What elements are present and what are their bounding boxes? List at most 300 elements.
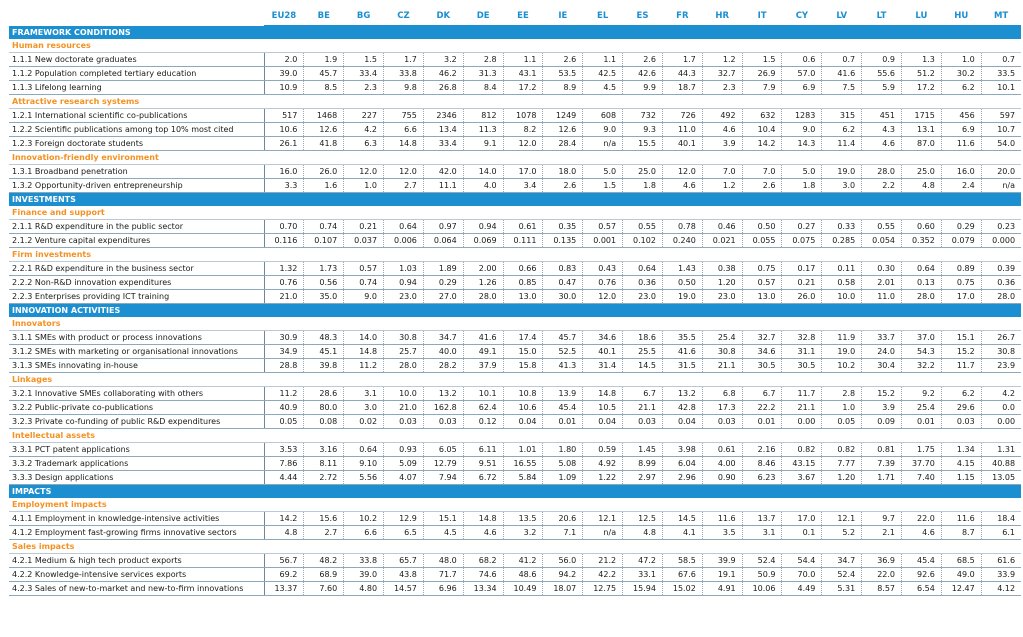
- value-cell: 30.8: [702, 345, 742, 359]
- value-cell: 44.3: [662, 67, 702, 81]
- value-cell: 0.39: [981, 262, 1021, 276]
- value-cell: 18.6: [623, 331, 663, 345]
- value-cell: 19.0: [822, 345, 862, 359]
- country-header: DE: [463, 7, 503, 26]
- value-cell: 1.5: [742, 53, 782, 67]
- value-cell: 0.50: [742, 220, 782, 234]
- value-cell: 31.1: [782, 345, 822, 359]
- value-cell: 11.6: [941, 137, 981, 151]
- value-cell: 0.03: [941, 415, 981, 429]
- value-cell: 9.2: [902, 387, 942, 401]
- value-cell: 12.1: [583, 512, 623, 526]
- value-cell: 6.7: [742, 387, 782, 401]
- value-cell: 68.2: [463, 554, 503, 568]
- value-cell: 1.75: [902, 443, 942, 457]
- value-cell: 94.2: [543, 568, 583, 582]
- country-header: IE: [543, 7, 583, 26]
- indicator-label: 3.2.2 Public-private co-publications: [9, 401, 264, 415]
- value-cell: 4.3: [862, 123, 902, 137]
- value-cell: 1.7: [384, 53, 424, 67]
- value-cell: 0.61: [702, 443, 742, 457]
- value-cell: 1.71: [862, 471, 902, 485]
- value-cell: 1.6: [304, 179, 344, 193]
- value-cell: 0.74: [304, 220, 344, 234]
- value-cell: 8.11: [304, 457, 344, 471]
- group-header-row: [9, 317, 1021, 331]
- value-cell: 0.054: [862, 234, 902, 248]
- value-cell: 812: [463, 109, 503, 123]
- value-cell: 0.29: [423, 276, 463, 290]
- value-cell: 6.1: [981, 526, 1021, 540]
- value-cell: 5.84: [503, 471, 543, 485]
- value-cell: 55.6: [862, 67, 902, 81]
- value-cell: 2.0: [264, 53, 304, 67]
- value-cell: 11.2: [344, 359, 384, 373]
- value-cell: 0.35: [543, 220, 583, 234]
- value-cell: 17.0: [941, 290, 981, 304]
- value-cell: 24.0: [862, 345, 902, 359]
- value-cell: 0.04: [583, 415, 623, 429]
- indicator-label: 2.2.1 R&D expenditure in the business sector: [9, 262, 264, 276]
- value-cell: 14.3: [782, 137, 822, 151]
- value-cell: 1.01: [503, 443, 543, 457]
- value-cell: 0.57: [583, 220, 623, 234]
- value-cell: 11.6: [941, 512, 981, 526]
- value-cell: 1.20: [702, 276, 742, 290]
- value-cell: 49.1: [463, 345, 503, 359]
- value-cell: 0.64: [623, 262, 663, 276]
- value-cell: 21.0: [384, 401, 424, 415]
- value-cell: 45.1: [304, 345, 344, 359]
- value-cell: 492: [702, 109, 742, 123]
- value-cell: 0.74: [344, 276, 384, 290]
- value-cell: 11.3: [463, 123, 503, 137]
- value-cell: 23.0: [702, 290, 742, 304]
- value-cell: 11.7: [782, 387, 822, 401]
- indicator-label: 4.2.2 Knowledge-intensive services exports: [9, 568, 264, 582]
- value-cell: 1.22: [583, 471, 623, 485]
- value-cell: 28.0: [862, 165, 902, 179]
- value-cell: 20.6: [543, 512, 583, 526]
- value-cell: 13.2: [662, 387, 702, 401]
- value-cell: 17.4: [503, 331, 543, 345]
- value-cell: 5.0: [583, 165, 623, 179]
- value-cell: 10.6: [264, 123, 304, 137]
- value-cell: 30.5: [782, 359, 822, 373]
- value-cell: 39.9: [702, 554, 742, 568]
- value-cell: 11.0: [862, 290, 902, 304]
- value-cell: 0.055: [742, 234, 782, 248]
- country-header: EE: [503, 7, 543, 26]
- value-cell: 0.11: [822, 262, 862, 276]
- value-cell: 13.05: [981, 471, 1021, 485]
- value-cell: 35.5: [662, 331, 702, 345]
- value-cell: 732: [623, 109, 663, 123]
- value-cell: 40.88: [981, 457, 1021, 471]
- value-cell: 1.1: [503, 53, 543, 67]
- group-header-row: [9, 540, 1021, 554]
- value-cell: 33.8: [384, 67, 424, 81]
- value-cell: 1.31: [981, 443, 1021, 457]
- value-cell: 35.0: [304, 290, 344, 304]
- value-cell: 67.6: [662, 568, 702, 582]
- value-cell: 14.8: [583, 387, 623, 401]
- value-cell: 10.6: [503, 401, 543, 415]
- value-cell: 0.83: [543, 262, 583, 276]
- value-cell: 451: [862, 109, 902, 123]
- value-cell: 1468: [304, 109, 344, 123]
- value-cell: 14.0: [344, 331, 384, 345]
- value-cell: 7.86: [264, 457, 304, 471]
- value-cell: 5.08: [543, 457, 583, 471]
- country-header: EU28: [264, 7, 304, 26]
- value-cell: 19.1: [702, 568, 742, 582]
- country-header: IT: [742, 7, 782, 26]
- value-cell: 57.0: [782, 67, 822, 81]
- value-cell: 1.0: [941, 53, 981, 67]
- value-cell: 34.7: [423, 331, 463, 345]
- indicator-row: [9, 179, 1021, 193]
- value-cell: 21.1: [782, 401, 822, 415]
- value-cell: 0.04: [503, 415, 543, 429]
- value-cell: 15.6: [304, 512, 344, 526]
- value-cell: 6.96: [423, 582, 463, 596]
- country-header: FR: [662, 7, 702, 26]
- value-cell: 65.7: [384, 554, 424, 568]
- value-cell: 0.000: [981, 234, 1021, 248]
- country-header: CY: [782, 7, 822, 26]
- value-cell: 0.285: [822, 234, 862, 248]
- value-cell: 40.9: [264, 401, 304, 415]
- indicator-label: 4.1.2 Employment fast-growing firms innovative sectors: [9, 526, 264, 540]
- section-header-row: [9, 485, 1021, 499]
- value-cell: 0.75: [742, 262, 782, 276]
- indicator-row: [9, 568, 1021, 582]
- value-cell: 1.8: [623, 179, 663, 193]
- indicator-label: 3.3.1 PCT patent applications: [9, 443, 264, 457]
- value-cell: 14.2: [264, 512, 304, 526]
- value-cell: 37.9: [463, 359, 503, 373]
- country-header: LT: [862, 7, 902, 26]
- value-cell: 8.7: [941, 526, 981, 540]
- value-cell: 0.56: [304, 276, 344, 290]
- value-cell: 3.5: [702, 526, 742, 540]
- indicator-row: [9, 53, 1021, 67]
- value-cell: 37.70: [902, 457, 942, 471]
- value-cell: 28.2: [423, 359, 463, 373]
- value-cell: 32.7: [702, 67, 742, 81]
- value-cell: 32.7: [742, 331, 782, 345]
- value-cell: 41.6: [463, 331, 503, 345]
- value-cell: 4.6: [702, 123, 742, 137]
- value-cell: 632: [742, 109, 782, 123]
- indicator-row: [9, 137, 1021, 151]
- indicator-row: [9, 109, 1021, 123]
- value-cell: 4.5: [583, 81, 623, 95]
- value-cell: 0.82: [782, 443, 822, 457]
- section-title: FRAMEWORK CONDITIONS: [9, 26, 1021, 40]
- indicator-label: 3.3.3 Design applications: [9, 471, 264, 485]
- value-cell: 608: [583, 109, 623, 123]
- value-cell: 31.5: [662, 359, 702, 373]
- value-cell: 28.0: [463, 290, 503, 304]
- value-cell: 12.9: [384, 512, 424, 526]
- value-cell: 1.3: [902, 53, 942, 67]
- value-cell: 15.02: [662, 582, 702, 596]
- value-cell: 4.91: [702, 582, 742, 596]
- value-cell: 50.9: [742, 568, 782, 582]
- value-cell: 0.47: [543, 276, 583, 290]
- value-cell: 30.2: [941, 67, 981, 81]
- value-cell: 4.8: [902, 179, 942, 193]
- value-cell: 41.6: [662, 345, 702, 359]
- value-cell: 21.0: [264, 290, 304, 304]
- value-cell: 41.6: [822, 67, 862, 81]
- value-cell: 27.0: [423, 290, 463, 304]
- value-cell: 6.2: [941, 81, 981, 95]
- value-cell: 10.2: [344, 512, 384, 526]
- value-cell: 21.1: [623, 401, 663, 415]
- value-cell: 53.5: [543, 67, 583, 81]
- value-cell: 10.0: [822, 290, 862, 304]
- value-cell: 18.4: [981, 512, 1021, 526]
- value-cell: 3.9: [862, 401, 902, 415]
- value-cell: 10.49: [503, 582, 543, 596]
- value-cell: 14.0: [463, 165, 503, 179]
- indicator-row: [9, 123, 1021, 137]
- value-cell: 0.85: [503, 276, 543, 290]
- value-cell: 39.0: [344, 568, 384, 582]
- value-cell: 9.10: [344, 457, 384, 471]
- indicator-row: [9, 401, 1021, 415]
- value-cell: 22.2: [742, 401, 782, 415]
- indicator-label: 2.1.2 Venture capital expenditures: [9, 234, 264, 248]
- value-cell: 15.8: [503, 359, 543, 373]
- value-cell: 10.9: [264, 81, 304, 95]
- value-cell: 87.0: [902, 137, 942, 151]
- value-cell: 5.56: [344, 471, 384, 485]
- value-cell: 29.6: [941, 401, 981, 415]
- value-cell: 0.61: [503, 220, 543, 234]
- value-cell: 0.36: [623, 276, 663, 290]
- value-cell: 2.4: [941, 179, 981, 193]
- group-title: Innovation-friendly environment: [9, 151, 1021, 165]
- value-cell: 34.6: [583, 331, 623, 345]
- value-cell: 7.9: [742, 81, 782, 95]
- value-cell: 33.9: [981, 568, 1021, 582]
- value-cell: 0.7: [981, 53, 1021, 67]
- value-cell: 0.08: [304, 415, 344, 429]
- value-cell: 10.4: [742, 123, 782, 137]
- value-cell: n/a: [583, 137, 623, 151]
- indicator-row: [9, 345, 1021, 359]
- value-cell: 13.2: [423, 387, 463, 401]
- value-cell: 1715: [902, 109, 942, 123]
- value-cell: n/a: [981, 179, 1021, 193]
- group-title: Linkages: [9, 373, 1021, 387]
- value-cell: 30.8: [981, 345, 1021, 359]
- country-header: DK: [423, 7, 463, 26]
- value-cell: 33.4: [344, 67, 384, 81]
- value-cell: 0.069: [463, 234, 503, 248]
- value-cell: 15.1: [423, 512, 463, 526]
- value-cell: 0.29: [941, 220, 981, 234]
- value-cell: 0.38: [702, 262, 742, 276]
- value-cell: 7.39: [862, 457, 902, 471]
- value-cell: 1.2: [702, 179, 742, 193]
- indicator-label: 3.2.3 Private co-funding of public R&D expenditures: [9, 415, 264, 429]
- value-cell: 25.4: [902, 401, 942, 415]
- value-cell: 92.6: [902, 568, 942, 582]
- value-cell: 0.00: [981, 415, 1021, 429]
- value-cell: 0.037: [344, 234, 384, 248]
- value-cell: 0.102: [623, 234, 663, 248]
- value-cell: 23.0: [384, 290, 424, 304]
- value-cell: 14.2: [742, 137, 782, 151]
- indicator-label: 2.2.2 Non-R&D innovation expenditures: [9, 276, 264, 290]
- indicator-label: 1.1.1 New doctorate graduates: [9, 53, 264, 67]
- indicator-label: 2.1.1 R&D expenditure in the public sector: [9, 220, 264, 234]
- value-cell: 9.51: [463, 457, 503, 471]
- value-cell: 0.64: [344, 443, 384, 457]
- value-cell: 0.46: [702, 220, 742, 234]
- value-cell: 22.0: [862, 568, 902, 582]
- value-cell: 26.0: [304, 165, 344, 179]
- value-cell: 12.75: [583, 582, 623, 596]
- value-cell: 6.8: [702, 387, 742, 401]
- value-cell: 6.11: [463, 443, 503, 457]
- value-cell: 6.7: [623, 387, 663, 401]
- value-cell: 13.5: [503, 512, 543, 526]
- value-cell: 0.6: [782, 53, 822, 67]
- value-cell: 70.0: [782, 568, 822, 582]
- value-cell: 1078: [503, 109, 543, 123]
- value-cell: 11.1: [423, 179, 463, 193]
- value-cell: 2.01: [862, 276, 902, 290]
- value-cell: 2346: [423, 109, 463, 123]
- value-cell: 8.2: [503, 123, 543, 137]
- value-cell: 34.7: [822, 554, 862, 568]
- value-cell: 74.6: [463, 568, 503, 582]
- value-cell: 10.1: [463, 387, 503, 401]
- value-cell: 25.7: [384, 345, 424, 359]
- value-cell: 6.5: [384, 526, 424, 540]
- value-cell: 6.9: [941, 123, 981, 137]
- country-header: EL: [583, 7, 623, 26]
- country-header: HU: [941, 7, 981, 26]
- section-header-row: [9, 193, 1021, 207]
- value-cell: 3.4: [503, 179, 543, 193]
- value-cell: 40.0: [423, 345, 463, 359]
- value-cell: 3.1: [742, 526, 782, 540]
- value-cell: 0.7: [822, 53, 862, 67]
- value-cell: 9.3: [623, 123, 663, 137]
- value-cell: 16.55: [503, 457, 543, 471]
- value-cell: 11.0: [662, 123, 702, 137]
- value-cell: 6.2: [941, 387, 981, 401]
- value-cell: n/a: [583, 526, 623, 540]
- value-cell: 1.09: [543, 471, 583, 485]
- value-cell: 0.01: [742, 415, 782, 429]
- value-cell: 54.3: [902, 345, 942, 359]
- value-cell: 10.2: [822, 359, 862, 373]
- value-cell: 0.64: [902, 262, 942, 276]
- value-cell: 0.23: [981, 220, 1021, 234]
- value-cell: 0.58: [822, 276, 862, 290]
- value-cell: 517: [264, 109, 304, 123]
- value-cell: 0.064: [423, 234, 463, 248]
- value-cell: 18.07: [543, 582, 583, 596]
- value-cell: 42.6: [623, 67, 663, 81]
- value-cell: 3.3: [264, 179, 304, 193]
- value-cell: 17.3: [702, 401, 742, 415]
- value-cell: 13.34: [463, 582, 503, 596]
- value-cell: 36.9: [862, 554, 902, 568]
- value-cell: 14.57: [384, 582, 424, 596]
- value-cell: 18.0: [543, 165, 583, 179]
- value-cell: 0.9: [862, 53, 902, 67]
- value-cell: 52.4: [822, 568, 862, 582]
- value-cell: 46.2: [423, 67, 463, 81]
- indicator-label: 3.1.1 SMEs with product or process innovations: [9, 331, 264, 345]
- group-header-row: [9, 95, 1021, 109]
- value-cell: 0.81: [862, 443, 902, 457]
- value-cell: 4.6: [463, 526, 503, 540]
- indicator-row: [9, 262, 1021, 276]
- value-cell: 26.7: [981, 331, 1021, 345]
- value-cell: 0.76: [583, 276, 623, 290]
- value-cell: 28.4: [543, 137, 583, 151]
- value-cell: 25.5: [623, 345, 663, 359]
- value-cell: 0.1: [782, 526, 822, 540]
- indicator-label: 2.2.3 Enterprises providing ICT training: [9, 290, 264, 304]
- group-title: Innovators: [9, 317, 1021, 331]
- value-cell: 17.2: [902, 81, 942, 95]
- value-cell: 0.75: [941, 276, 981, 290]
- value-cell: 15.94: [623, 582, 663, 596]
- indicator-label: 3.1.3 SMEs innovating in-house: [9, 359, 264, 373]
- value-cell: 25.0: [902, 165, 942, 179]
- value-cell: 0.00: [782, 415, 822, 429]
- value-cell: 0.05: [822, 415, 862, 429]
- value-cell: 0.03: [423, 415, 463, 429]
- value-cell: 1.15: [941, 471, 981, 485]
- value-cell: 5.2: [822, 526, 862, 540]
- value-cell: 0.107: [304, 234, 344, 248]
- value-cell: 18.7: [662, 81, 702, 95]
- value-cell: 10.7: [981, 123, 1021, 137]
- value-cell: 42.5: [583, 67, 623, 81]
- value-cell: 0.57: [344, 262, 384, 276]
- value-cell: 10.8: [503, 387, 543, 401]
- value-cell: 3.53: [264, 443, 304, 457]
- value-cell: 32.2: [902, 359, 942, 373]
- value-cell: 17.0: [503, 165, 543, 179]
- value-cell: 10.06: [742, 582, 782, 596]
- value-cell: 48.2: [304, 554, 344, 568]
- value-cell: 15.1: [941, 331, 981, 345]
- value-cell: 28.0: [981, 290, 1021, 304]
- value-cell: 4.92: [583, 457, 623, 471]
- value-cell: 7.0: [742, 165, 782, 179]
- indicator-label: 3.2.1 Innovative SMEs collaborating with others: [9, 387, 264, 401]
- value-cell: 0.17: [782, 262, 822, 276]
- value-cell: 1.03: [384, 262, 424, 276]
- indicator-label: 1.2.2 Scientific publications among top 10% most cited: [9, 123, 264, 137]
- value-cell: 6.6: [384, 123, 424, 137]
- value-cell: 0.59: [583, 443, 623, 457]
- value-cell: 3.0: [822, 179, 862, 193]
